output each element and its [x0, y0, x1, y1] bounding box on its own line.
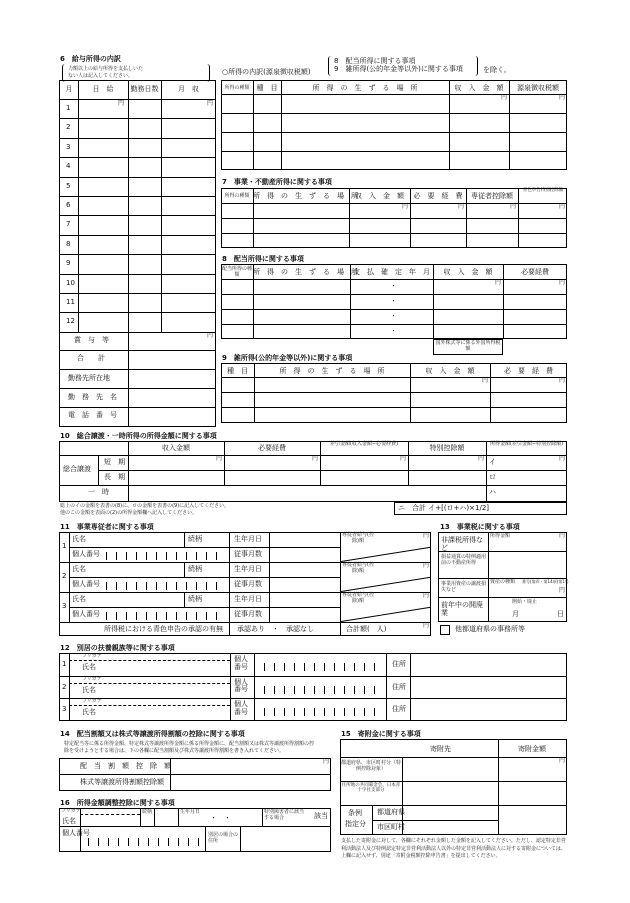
mi-h-income: 収 入 金 額	[425, 367, 475, 375]
bi-h-expense: 必 要 経 費	[413, 192, 463, 200]
month-row-label: 11	[66, 298, 75, 306]
donation-local: 都道府県、市区町村分（特例控除対象）	[341, 760, 402, 772]
dv-dot4: ・	[390, 327, 397, 335]
fe-pay-yen: 円	[423, 592, 430, 599]
month-row-label: 4	[66, 162, 71, 171]
bi-yen4: 円	[559, 203, 566, 210]
ib-h-income: 収 入 金 額	[454, 84, 504, 92]
daily-yen: 円	[118, 100, 125, 107]
fe-row-num: 1	[62, 542, 67, 550]
section12-title: 12 別居の扶養親族等に関する事項	[60, 644, 175, 652]
s14-note1: 特定配当等に係る所得金額、特定株式等譲渡所得金額に係る所得金額に、配当割額又は株式等譲渡所得割額の控	[64, 741, 315, 747]
fe-pay-yen: 円	[423, 532, 430, 539]
mi-h-expense: 必 要 経 費	[504, 367, 553, 375]
family-total-label: 合計額( 人)	[346, 625, 387, 633]
bt-loss: 損益通算の特例適用前の不動産所得	[441, 554, 487, 566]
family-total-yen: 円	[423, 622, 430, 629]
fe-pay-label: 専従者給与(控除)額	[342, 532, 374, 544]
mi-h-item: 種 目	[227, 367, 248, 375]
ti-letter-i: イ	[489, 458, 496, 466]
ti-yen2: 円	[312, 455, 319, 462]
s16-name: 氏名	[62, 817, 76, 825]
fe-birth-label: 生年月日	[234, 565, 262, 573]
fe-row-num: 2	[62, 572, 67, 580]
fe-number-label: 個人番号	[72, 610, 100, 618]
ib-yen2: 円	[559, 94, 566, 101]
salary-header-daily: 日 給	[92, 85, 114, 93]
fe-pay-label: 専従者給与(控除)額	[342, 592, 374, 604]
ti-letter-ro: ロ	[489, 473, 496, 481]
bi-yen1: 円	[402, 203, 409, 210]
month-row-label: 5	[66, 181, 71, 190]
dep-number: 個人番号	[234, 700, 248, 717]
ti-h-expense: 必要経費	[258, 444, 286, 452]
dep-row-num: 2	[62, 682, 67, 691]
month-row-label: 3	[66, 142, 71, 151]
month-row-label: 1	[66, 104, 71, 112]
s89-note8: 8 配当所得に関する事項	[334, 57, 416, 65]
fe-row-num: 3	[62, 602, 67, 610]
dep-name: 氏名	[82, 685, 96, 694]
bi-h-family: 専従者控除額	[471, 192, 513, 200]
salary-header-month: 月	[65, 85, 73, 93]
bt-month: 月	[512, 610, 519, 618]
ti-formula: ニ 合計 イ+[(ロ+ハ)×1/2]	[398, 504, 490, 512]
donation-ordinance: 条例	[348, 809, 362, 817]
dep-address: 住所	[392, 682, 406, 691]
dep-furigana: フリガナ	[82, 653, 102, 659]
section15-title: 15 寄附金に関する事項	[341, 730, 421, 738]
dv-h-date: 支 払 確 定 年 月	[353, 268, 430, 276]
bi-yen2: 円	[458, 203, 465, 210]
bt-asset: 事業用資産の譲渡損失など	[441, 581, 487, 593]
ti-row-temp: 一 時	[88, 488, 109, 496]
dv-dot3: ・	[390, 312, 397, 320]
ti-yen1: 円	[216, 455, 223, 462]
employer-label: 勤 務 先 名	[68, 393, 117, 401]
dep-furigana: フリガナ	[82, 675, 102, 682]
bt-yen1: 円	[559, 532, 566, 539]
section13-title: 13 事業税に関する事項	[440, 523, 520, 531]
ib-h-place: 所 得 の 生 ず る 場 所	[312, 84, 418, 92]
bt-nontax: 非課税所得など	[441, 536, 483, 552]
s89-except: を除く。	[483, 66, 511, 74]
donation-charity: 住所地の共同募金会、日本赤十字社支部分	[341, 783, 401, 793]
month-row-label: 8	[66, 239, 71, 248]
dep-furigana: フリガナ	[82, 698, 102, 705]
fe-name-label: 氏名	[72, 565, 86, 573]
s16-applies: 該当	[314, 812, 328, 820]
bt-yen2: 円	[559, 587, 566, 594]
fe-relation-label: 続柄	[188, 535, 202, 543]
ti-note2: 他のこの金額を表面の(2)の所得金額欄へ記入してください。	[60, 510, 198, 516]
dv-dot1: ・	[390, 282, 397, 290]
bi-h-blue: 青色申告特別控除額	[522, 188, 564, 193]
bt-sub-income: 所得金額	[490, 533, 511, 539]
bt-open-close[interactable]: 開始・廃止	[512, 599, 538, 605]
ti-row-short: 短 期	[104, 458, 125, 466]
monthly-yen: 円	[207, 100, 214, 107]
bi-h-income: 収 入 金 額	[355, 192, 404, 200]
fe-name-label: 氏名	[72, 595, 86, 603]
workplace-label: 勤務先所在地	[68, 374, 110, 382]
ti-yen4: 円	[478, 455, 485, 462]
ib-h-item: 種 目	[256, 84, 278, 92]
ib-yen1: 円	[501, 94, 508, 101]
ti-letter-ha: ハ	[489, 488, 496, 496]
fe-birth-label: 生年月日	[234, 535, 262, 543]
bonus-yen: 円	[207, 332, 214, 339]
dep-address: 住所	[392, 660, 406, 668]
s89-note9: 9 雑所得(公的年金等以外)に関する事項	[334, 65, 463, 73]
s16-dots: ・ ・	[210, 814, 231, 822]
donation-h-amount: 寄附金額	[518, 745, 546, 753]
section16-title: 16 所得金額調整控除に関する事項	[60, 799, 175, 807]
s16-number: 個人番号	[62, 829, 90, 837]
bi-h-type: 所得の種類	[224, 193, 250, 199]
s14-yen: 円	[323, 758, 330, 765]
month-row-label: 10	[66, 278, 75, 287]
bt-sub-num: 番号(第四・第14項)第1号	[522, 579, 569, 584]
blue-approval-label: 所得税における青色申告の承認の有無	[104, 625, 223, 633]
dv-yen2: 円	[559, 279, 566, 286]
dv-h-income: 収 入 金 額	[443, 268, 493, 276]
section9-title: 9 雑所得(公的年金等以外)に関する事項	[222, 354, 353, 362]
other-pref-label: 他都道府県の事務所等	[455, 625, 525, 633]
section7-title: 7 事業・不動産所得に関する事項	[222, 178, 332, 186]
dv-h-type: 配当所得の種類	[221, 266, 252, 278]
donation-city: 市区町村	[377, 823, 405, 831]
salary-header-days: 勤務日数	[130, 85, 159, 93]
foreign-tax-label: 国外株式等に係る外国所得税額	[435, 340, 501, 352]
s89-inner-title: ○所得の内訳(源泉徴収税額)	[222, 68, 311, 76]
ti-h-diff: 差引金額(収入金額−必要経費)	[329, 441, 399, 447]
ib-h-tax: 源泉徴収税額	[517, 84, 559, 92]
bt-open: 前年中の開廃業	[441, 601, 483, 617]
s16-birth: 生年月日	[180, 809, 201, 815]
bonus-label: 賞 与 等	[74, 336, 109, 344]
section8-title: 8 配当所得に関する事項	[222, 255, 304, 263]
fe-pay-yen: 円	[423, 562, 430, 569]
total-label: 合 計	[77, 354, 105, 362]
section11-title: 11 事業専従者に関する事項	[60, 523, 154, 531]
s16-disabled: 特別障害者に該当する場合	[264, 809, 305, 821]
other-pref-checkbox[interactable]	[440, 625, 450, 635]
section14-title: 14 配当割額又は株式等譲渡所得割額の控除に関する事項	[60, 730, 245, 738]
ti-h-result: 所得金額(差引金額−特別控除額)	[489, 441, 564, 447]
section6-note2: ない人は記入してください。	[68, 73, 134, 79]
donation-designated: 指定分	[345, 820, 366, 828]
ib-h-type: 所得の種類	[224, 85, 250, 91]
month-row-label: 6	[66, 201, 71, 209]
section10-title: 10 総合譲渡・一時所得の所得金額に関する事項	[60, 432, 217, 440]
month-row-label: 7	[66, 220, 71, 229]
s16-furigana: フリガナ	[61, 808, 81, 814]
dep-address: 住所	[392, 705, 406, 714]
ti-h-income: 収入金額	[162, 444, 190, 452]
dv-h-expense: 必要経費	[521, 268, 549, 276]
month-row-label: 12	[66, 317, 75, 326]
bt-day: 日	[557, 610, 564, 618]
dependent-table	[59, 653, 567, 721]
ti-yen3: 円	[400, 455, 407, 462]
dv-yen1: 円	[495, 279, 502, 286]
dv-h-place: 所 得 の 生 ず る 場 所	[253, 268, 358, 276]
mi-yen1: 円	[482, 377, 489, 384]
section6-title: 6 給与所得の内訳	[60, 55, 121, 63]
fe-months-label: 従事月数	[234, 550, 262, 558]
section6-note1: 力額以上の給与所得を支払しいた	[68, 66, 144, 72]
dep-row-num: 3	[62, 705, 67, 714]
donation-pref: 都道府県	[377, 808, 405, 816]
ti-note1: 総上のイの金額を表書の(8)に、ロの金額を表書の(9)に記入してください。	[60, 503, 230, 509]
bt-sub-asset: 資産の種類	[490, 579, 516, 585]
blue-approval-options[interactable]: 承認あり ・ 承認なし	[237, 625, 314, 633]
fe-number-label: 個人番号	[72, 580, 100, 588]
s16-relation: 続柄	[142, 809, 153, 815]
fe-months-label: 従事月数	[234, 610, 262, 618]
dep-number: 個人番号	[234, 677, 248, 694]
fe-birth-label: 生年月日	[234, 595, 262, 603]
s16-addr: 別居の場合の住所	[208, 832, 239, 844]
mi-yen2: 円	[559, 377, 566, 384]
dv-dot2: ・	[390, 297, 397, 305]
stock-credit-label: 株式等譲渡所得割額控除額	[80, 778, 164, 786]
dividend-credit-label: 配 当 割 額 控 除 額	[80, 762, 171, 770]
donation-yen: 円	[559, 757, 566, 764]
mi-h-place: 所 得 の 生 ず る 場 所	[279, 367, 385, 375]
fe-name-label: 氏名	[72, 535, 86, 543]
fe-relation-label: 続柄	[188, 565, 202, 573]
ti-h-special: 特別控除額	[429, 444, 465, 452]
ti-row-general: 総合譲渡	[63, 465, 91, 473]
s14-note2: 除を受けようとする場合は、下の各欄に配当割額及び株式等譲渡所得割額を書き入れてください。	[64, 748, 285, 754]
ti-row-long: 長 期	[104, 473, 125, 481]
fe-relation-label: 続柄	[188, 595, 202, 603]
month-row-label: 9	[66, 259, 71, 268]
bi-h-place: 所 得 の 生 ず る 場 所	[253, 192, 358, 200]
salary-header-monthly: 月 収	[178, 85, 199, 93]
bi-yen3: 円	[510, 203, 517, 210]
fe-pay-label: 専従者給与(控除)額	[342, 562, 374, 574]
phone-label: 電 話 番 号	[68, 411, 117, 419]
dep-row-num: 1	[62, 660, 67, 668]
donation-note: 支払した寄附金に対して、各欄にそれぞれ金額した金額を記入してください。ただし、認定特定非営利活動法人及び特例認定特定非営利活動法人以外の特定非営利活動法人に対する寄附金については、上欄に記入せず、別途「寄附金税額控除申告書」を提出してください。	[341, 838, 566, 859]
ti-yen5: 円	[559, 455, 566, 462]
fe-number-label: 個人番号	[72, 550, 100, 558]
fe-months-label: 従事月数	[234, 580, 262, 588]
dep-number: 個人番号	[234, 655, 248, 671]
donation-h-dest: 寄附先	[430, 745, 451, 753]
dep-name: 氏名	[82, 708, 96, 717]
dep-name: 氏名	[82, 663, 96, 671]
month-row-label: 2	[66, 123, 71, 132]
s89-bracket	[328, 56, 478, 76]
